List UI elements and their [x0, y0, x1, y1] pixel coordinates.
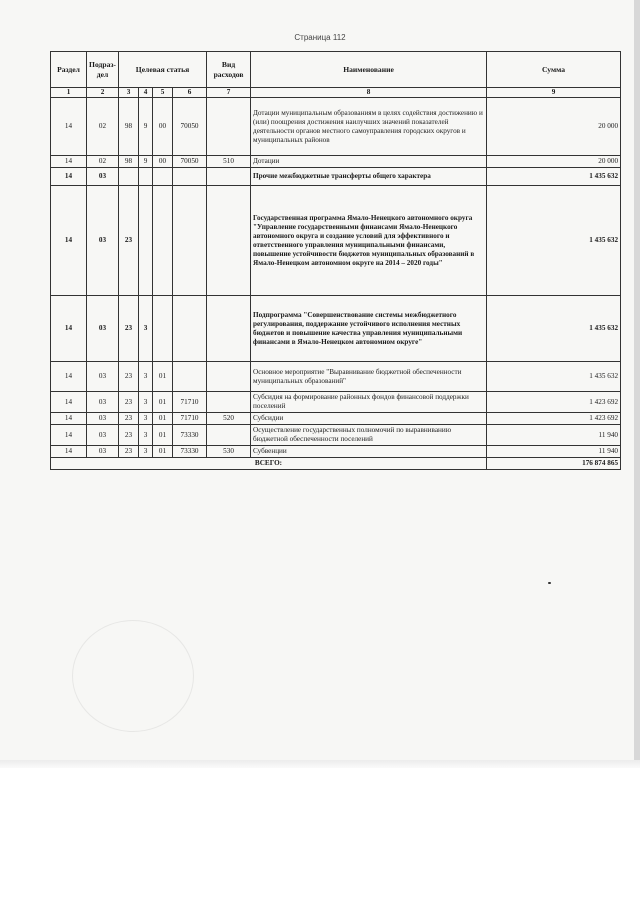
sum-cell: 1 435 632 — [487, 168, 621, 186]
col-num: 4 — [139, 88, 153, 98]
direction-cell: 73330 — [173, 425, 207, 446]
sum-cell: 20 000 — [487, 98, 621, 156]
direction-cell — [173, 362, 207, 392]
event-cell: 01 — [153, 446, 173, 458]
table-row — [51, 362, 621, 392]
col-num: 3 — [119, 88, 139, 98]
event-cell — [153, 168, 173, 186]
total-label: ВСЕГО: — [51, 458, 487, 470]
event-cell: 01 — [153, 425, 173, 446]
scan-speck — [548, 582, 551, 584]
table-row — [51, 186, 621, 296]
podrazdel-cell: 03 — [87, 168, 119, 186]
program-cell: 23 — [119, 413, 139, 425]
razdel-cell: 14 — [51, 98, 87, 156]
subprogram-cell: 3 — [139, 362, 153, 392]
name-cell: Субвенции — [251, 446, 487, 458]
name-cell: Дотации муниципальным образованиям в целях содействия достижению и (или) поощрения достижения наилучших значений показателей деятельности органов местного самоуправления городских округов и муниципальных районов — [251, 98, 487, 156]
header-razdel: Раздел — [51, 52, 87, 88]
razdel-cell: 14 — [51, 296, 87, 362]
direction-cell: 71710 — [173, 392, 207, 413]
name-cell: Основное мероприятие "Выравнивание бюджетной обеспеченности муниципальных образований" — [251, 362, 487, 392]
table-header — [51, 52, 621, 98]
podrazdel-cell: 03 — [87, 186, 119, 296]
razdel-cell: 14 — [51, 168, 87, 186]
program-cell: 23 — [119, 425, 139, 446]
razdel-cell: 14 — [51, 446, 87, 458]
faded-stamp — [72, 620, 194, 732]
budget-table — [50, 51, 621, 470]
sum-cell: 11 940 — [487, 425, 621, 446]
program-cell — [119, 168, 139, 186]
expense-type-cell — [207, 168, 251, 186]
header-celevaya-statya: Целевая статья — [119, 52, 207, 88]
event-cell: 01 — [153, 362, 173, 392]
expense-type-cell — [207, 425, 251, 446]
name-cell: Субсидия на формирование районных фондов финансовой поддержки поселений — [251, 392, 487, 413]
direction-cell: 70050 — [173, 98, 207, 156]
table-row — [51, 168, 621, 186]
sum-cell: 1 435 632 — [487, 186, 621, 296]
table-row — [51, 296, 621, 362]
sum-cell: 11 940 — [487, 446, 621, 458]
event-cell: 01 — [153, 413, 173, 425]
subprogram-cell: 9 — [139, 98, 153, 156]
podrazdel-cell: 03 — [87, 425, 119, 446]
name-cell: Прочие межбюджетные трансферты общего характера — [251, 168, 487, 186]
razdel-cell: 14 — [51, 413, 87, 425]
podrazdel-cell: 03 — [87, 392, 119, 413]
sum-cell: 1 423 692 — [487, 413, 621, 425]
podrazdel-cell: 03 — [87, 413, 119, 425]
direction-cell: 70050 — [173, 156, 207, 168]
podrazdel-cell: 02 — [87, 98, 119, 156]
program-cell: 98 — [119, 156, 139, 168]
table-row — [51, 425, 621, 446]
subprogram-cell: 3 — [139, 392, 153, 413]
table-row — [51, 413, 621, 425]
table-row — [51, 98, 621, 156]
sum-cell: 1 435 632 — [487, 362, 621, 392]
total-row — [51, 458, 621, 470]
col-num: 9 — [487, 88, 621, 98]
expense-type-cell — [207, 392, 251, 413]
name-cell: Государственная программа Ямало-Ненецкого автономного округа "Управление государственными финансами Ямало-Ненецкого автономного округа и создание условий для эффективного и ответственного управления муниципальными финансами, повышение устойчивости бюджетов муниципальных образований в Ямало-Ненецком автономном округе на 2014 – 2020 годы" — [251, 186, 487, 296]
program-cell: 23 — [119, 446, 139, 458]
direction-cell: 73330 — [173, 446, 207, 458]
podrazdel-cell: 03 — [87, 296, 119, 362]
direction-cell: 71710 — [173, 413, 207, 425]
podrazdel-cell: 03 — [87, 362, 119, 392]
table-body — [51, 98, 621, 458]
name-cell: Осуществление государственных полномочий по выравниванию бюджетной обеспеченности поселений — [251, 425, 487, 446]
col-num: 5 — [153, 88, 173, 98]
expense-type-cell — [207, 362, 251, 392]
expense-type-cell: 520 — [207, 413, 251, 425]
razdel-cell: 14 — [51, 186, 87, 296]
expense-type-cell: 510 — [207, 156, 251, 168]
program-cell: 23 — [119, 362, 139, 392]
table-row — [51, 446, 621, 458]
razdel-cell: 14 — [51, 156, 87, 168]
program-cell: 23 — [119, 296, 139, 362]
expense-type-cell — [207, 98, 251, 156]
subprogram-cell — [139, 168, 153, 186]
page-number-header: Страница 112 — [294, 33, 346, 42]
subprogram-cell: 3 — [139, 413, 153, 425]
name-cell: Подпрограмма "Совершенствование системы межбюджетного регулирования, поддержание устойчивого исполнения местных бюджетов и повышение качества управления муниципальными финансами в Ямало-Ненецком автономном округе" — [251, 296, 487, 362]
program-cell: 98 — [119, 98, 139, 156]
header-vid-raskhodov: Вид расходов — [207, 52, 251, 88]
event-cell — [153, 186, 173, 296]
subprogram-cell: 3 — [139, 446, 153, 458]
col-num: 7 — [207, 88, 251, 98]
page-edge — [0, 760, 640, 768]
expense-type-cell: 530 — [207, 446, 251, 458]
podrazdel-cell: 02 — [87, 156, 119, 168]
expense-type-cell — [207, 186, 251, 296]
col-num: 8 — [251, 88, 487, 98]
header-summa: Сумма — [487, 52, 621, 88]
sum-cell: 20 000 — [487, 156, 621, 168]
event-cell — [153, 296, 173, 362]
header-podrazdel: Подраз-дел — [87, 52, 119, 88]
subprogram-cell: 9 — [139, 156, 153, 168]
header-naimenovanie: Наименование — [251, 52, 487, 88]
event-cell: 01 — [153, 392, 173, 413]
direction-cell — [173, 296, 207, 362]
direction-cell — [173, 168, 207, 186]
event-cell: 00 — [153, 156, 173, 168]
table-row — [51, 156, 621, 168]
expense-type-cell — [207, 296, 251, 362]
name-cell: Дотации — [251, 156, 487, 168]
subprogram-cell: 3 — [139, 296, 153, 362]
total-sum: 176 874 865 — [487, 458, 621, 470]
subprogram-cell — [139, 186, 153, 296]
sum-cell: 1 435 632 — [487, 296, 621, 362]
razdel-cell: 14 — [51, 425, 87, 446]
program-cell: 23 — [119, 186, 139, 296]
razdel-cell: 14 — [51, 392, 87, 413]
subprogram-cell: 3 — [139, 425, 153, 446]
name-cell: Субсидии — [251, 413, 487, 425]
direction-cell — [173, 186, 207, 296]
col-num: 6 — [173, 88, 207, 98]
podrazdel-cell: 03 — [87, 446, 119, 458]
col-num: 1 — [51, 88, 87, 98]
col-num: 2 — [87, 88, 119, 98]
table-row — [51, 392, 621, 413]
event-cell: 00 — [153, 98, 173, 156]
sum-cell: 1 423 692 — [487, 392, 621, 413]
column-number-row — [51, 88, 621, 98]
program-cell: 23 — [119, 392, 139, 413]
razdel-cell: 14 — [51, 362, 87, 392]
